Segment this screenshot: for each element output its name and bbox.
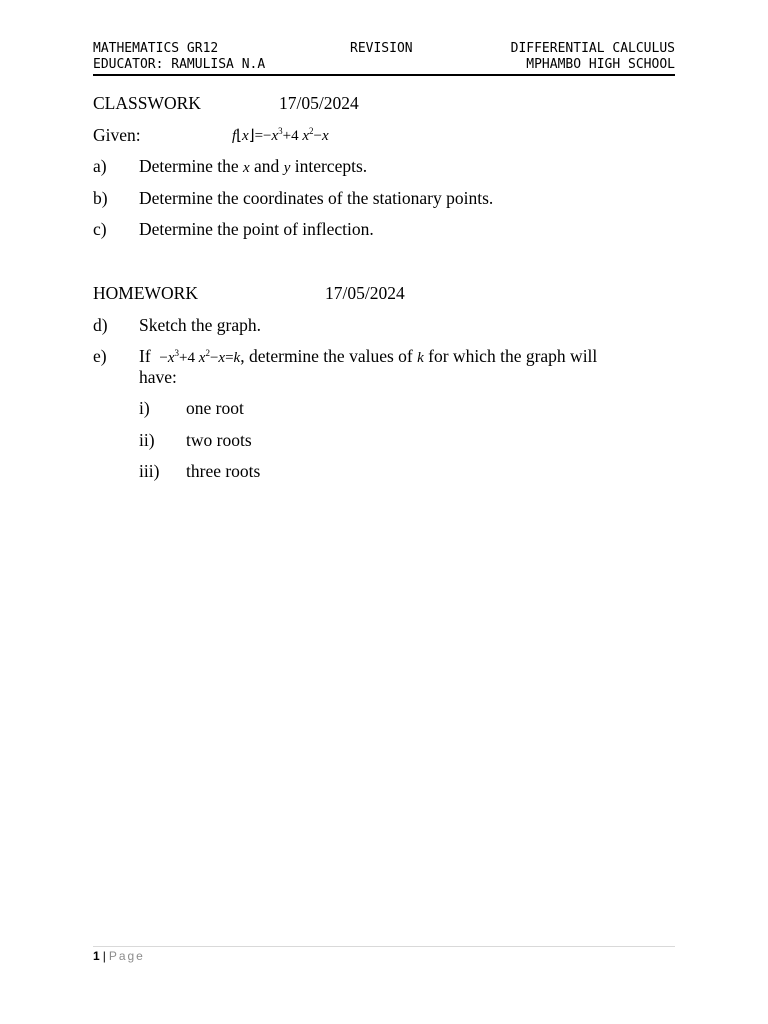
header-educator: EDUCATOR: RAMULISA N.A (93, 57, 266, 72)
header-type: REVISION (350, 41, 413, 56)
sub-text-iii: three roots (186, 461, 261, 481)
footer-separator: | (102, 949, 106, 963)
sub-label-iii: iii) (139, 461, 160, 481)
item-e-post: , determine the values of (240, 346, 413, 366)
equation-k: $-x^3+4$ $x^2-x=k$ (159, 348, 241, 366)
item-text-e (139, 346, 597, 368)
item-label-b: b) (93, 188, 108, 208)
given-label: Given: (93, 125, 141, 145)
item-label-e: e) (93, 346, 107, 366)
header-topic: DIFFERENTIAL CALCULUS (510, 41, 675, 56)
page-label: Page (108, 949, 145, 963)
classwork-title: CLASSWORK (93, 93, 201, 113)
header-rule (93, 74, 675, 76)
item-text-d: Sketch the graph. (139, 315, 261, 335)
page-footer (93, 948, 145, 964)
item-e-pre: If (139, 346, 151, 366)
homework-date: 17/05/2024 (325, 283, 405, 303)
item-a-pre: Determine the (139, 156, 243, 176)
variable-y: y (283, 160, 291, 176)
item-text-c: Determine the point of inflection. (139, 219, 374, 239)
classwork-date: 17/05/2024 (279, 93, 359, 113)
sub-text-i: one root (186, 398, 244, 418)
function-definition: $f⌊x⌋=-x^3+4$ $x^2-x$ (232, 126, 329, 144)
header-school: MPHAMBO HIGH SCHOOL (526, 57, 675, 72)
item-text-a (139, 156, 367, 178)
item-text-e-line2: have: (139, 367, 177, 387)
sub-text-ii: two roots (186, 430, 252, 450)
header-subject: MATHEMATICS GR12 (93, 41, 219, 56)
item-label-a: a) (93, 156, 107, 176)
item-e-post2: for which the graph will (428, 346, 598, 366)
item-text-b: Determine the coordinates of the stationary points. (139, 188, 494, 208)
item-a-mid: and (249, 156, 284, 176)
item-label-d: d) (93, 315, 108, 335)
sub-label-ii: ii) (139, 430, 155, 450)
page-number: 1 (93, 949, 100, 963)
homework-title: HOMEWORK (93, 283, 198, 303)
sub-label-i: i) (139, 398, 150, 418)
item-label-c: c) (93, 219, 107, 239)
footer-rule (93, 946, 675, 947)
variable-x: x (242, 160, 250, 176)
item-a-post: intercepts. (290, 156, 368, 176)
variable-k: k (417, 350, 424, 366)
